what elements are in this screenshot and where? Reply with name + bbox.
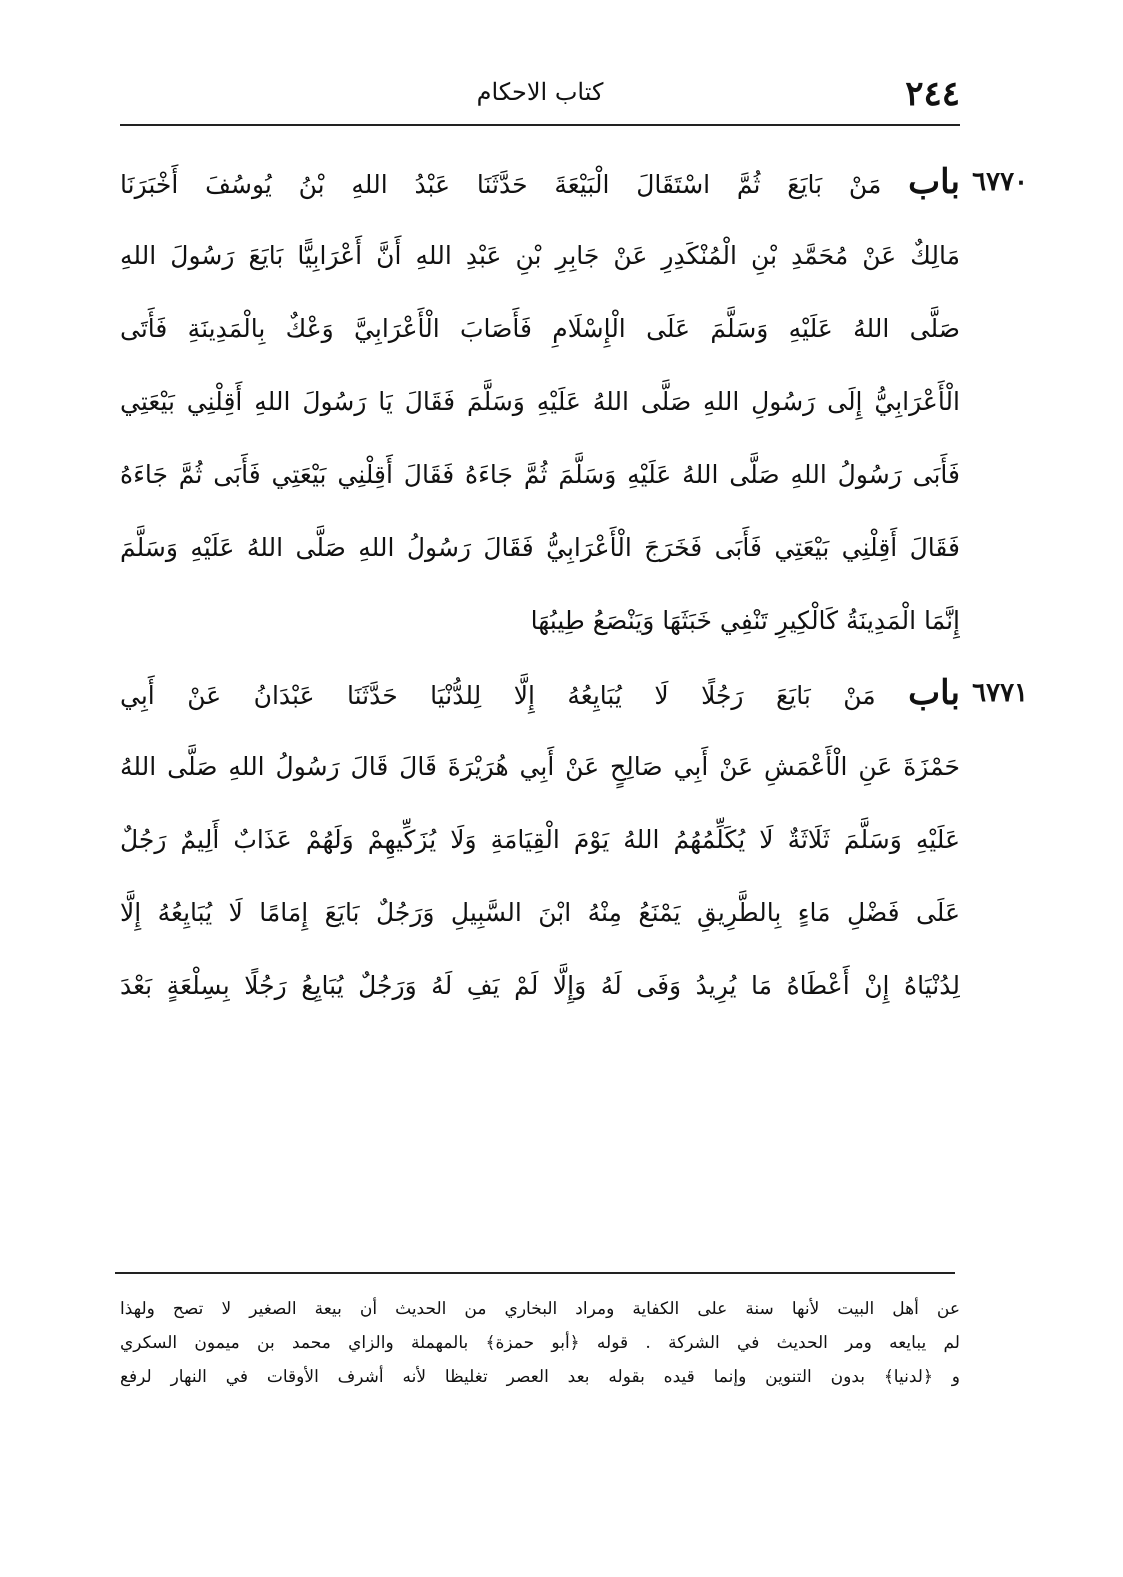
text-line: الْأَعْرَابِيُّ إِلَى رَسُولِ اللهِ صَلَّى اللهُ عَلَيْهِ وَسَلَّمَ فَقَالَ يَا رَسُولَ اللهِ أَقِلْنِي بَيْعَتِي bbox=[120, 387, 960, 416]
text-line bbox=[120, 146, 960, 219]
hadith-number: ٦٧٧١ bbox=[972, 678, 1028, 708]
footnote-line: و ﴿لدنيا﴾ بدون التنوين وإنما قيده بقوله بعد العصر تغليظا لأنه أشرف الأوقات في النهار لرفع bbox=[120, 1367, 960, 1387]
text-line-content: مَنْ بَايَعَ رَجُلًا لَا يُبَايِعُهُ إِلَّا لِلدُّنْيَا حَدَّثَنَا عَبْدَانُ عَنْ أَبِي bbox=[120, 681, 876, 710]
chapter-heading: باب bbox=[908, 162, 960, 202]
text-line-content: مَنْ بَايَعَ ثُمَّ اسْتَقَالَ الْبَيْعَةَ حَدَّثَنَا عَبْدُ اللهِ بْنُ يُوسُفَ أَخْبَرَنَا bbox=[120, 170, 882, 199]
footnote-line: لم يبايعه ومر الحديث في الشركة . قوله ﴿أبو حمزة﴾ بالمهملة والزاي محمد بن ميمون السكري bbox=[120, 1333, 960, 1353]
running-title: كتاب الاحكام bbox=[476, 78, 604, 106]
footnotes bbox=[120, 1292, 960, 1394]
text-line: فَأَبَى رَسُولُ اللهِ صَلَّى اللهُ عَلَيْهِ وَسَلَّمَ ثُمَّ جَاءَهُ فَقَالَ أَقِلْنِي بَيْعَتِي فَأَبَى ثُمَّ جَاءَهُ bbox=[120, 460, 960, 489]
chapter-heading: باب bbox=[908, 673, 960, 713]
text-line: مَالِكٌ عَنْ مُحَمَّدِ بْنِ الْمُنْكَدِرِ عَنْ جَابِرِ بْنِ عَبْدِ اللهِ أَنَّ أَعْرَابِيًّا بَايَعَ رَسُولَ اللهِ bbox=[120, 241, 960, 270]
text-line: إِنَّمَا الْمَدِينَةُ كَالْكِيرِ تَنْفِي خَبَثَهَا وَيَنْصَعُ طِيبُهَا bbox=[530, 606, 960, 635]
text-line: لِدُنْيَاهُ إِنْ أَعْطَاهُ مَا يُرِيدُ وَفَى لَهُ وَإِلَّا لَمْ يَفِ لَهُ وَرَجُلٌ يُبَايِعُ رَجُلًا بِسِلْعَةٍ بَعْدَ bbox=[120, 971, 960, 1000]
text-line: عَلَى فَضْلِ مَاءٍ بِالطَّرِيقِ يَمْنَعُ مِنْهُ ابْنَ السَّبِيلِ وَرَجُلٌ بَايَعَ إِمَامًا لَا يُبَايِعُهُ إِلَّا bbox=[120, 898, 960, 927]
hadith-number: ٦٧٧٠ bbox=[972, 167, 1028, 197]
footnote-divider bbox=[115, 1272, 955, 1274]
hadith-6770 bbox=[120, 146, 1028, 657]
page-header bbox=[120, 66, 960, 122]
text-line: صَلَّى اللهُ عَلَيْهِ وَسَلَّمَ عَلَى الْإِسْلَامِ فَأَصَابَ الْأَعْرَابِيَّ وَعْكٌ بِالْمَدِينَةِ فَأَتَى bbox=[120, 314, 960, 343]
text-line: فَقَالَ أَقِلْنِي بَيْعَتِي فَأَبَى فَخَرَجَ الْأَعْرَابِيُّ فَقَالَ رَسُولُ اللهِ صَلَّى اللهُ عَلَيْهِ وَسَلَّمَ bbox=[120, 533, 960, 562]
text-line bbox=[120, 657, 960, 730]
text-line: حَمْزَةَ عَنِ الْأَعْمَشِ عَنْ أَبِي صَالِحٍ عَنْ أَبِي هُرَيْرَةَ قَالَ قَالَ رَسُولُ اللهِ صَلَّى اللهُ bbox=[120, 752, 960, 781]
header-divider bbox=[120, 124, 960, 126]
page-number: ٢٤٤ bbox=[905, 74, 960, 114]
footnote-line: عن أهل البيت لأنها سنة على الكفاية ومراد البخاري من الحديث أن بيعة الصغير لا تصح ولهذا bbox=[120, 1299, 960, 1319]
main-text bbox=[120, 146, 1028, 1022]
text-line: عَلَيْهِ وَسَلَّمَ ثَلَاثَةٌ لَا يُكَلِّمُهُمُ اللهُ يَوْمَ الْقِيَامَةِ وَلَا يُزَكِّيهِمْ وَلَهُمْ عَذَابٌ أَلِيمٌ رَجُلٌ bbox=[120, 825, 960, 854]
hadith-6771 bbox=[120, 657, 1028, 1022]
